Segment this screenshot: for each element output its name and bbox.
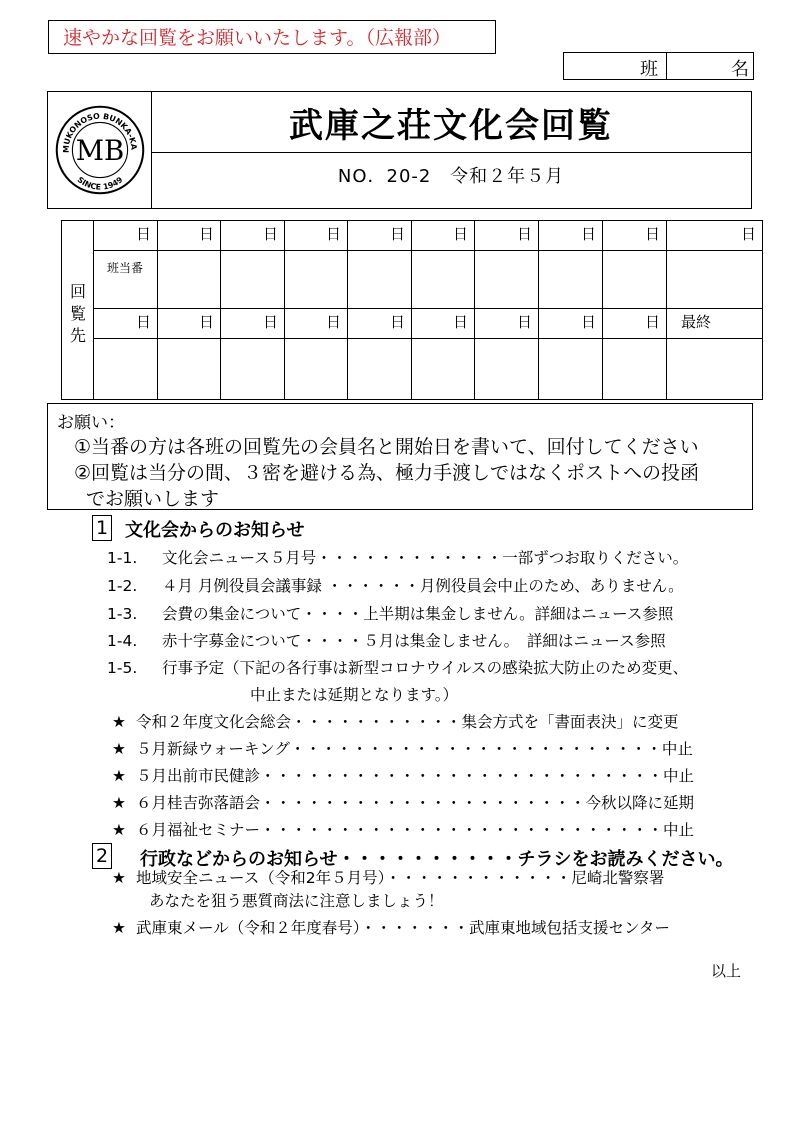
member-cell: [539, 339, 603, 399]
route-side-text: 回 覧 先: [69, 282, 86, 345]
list-item: 1-1. 文化会ニュース５月号・・・・・・・・・・・・一部ずつお取りください。: [107, 549, 689, 567]
header-box: [47, 91, 752, 209]
list-item-continuation: 中止または延期となります。）: [250, 686, 459, 704]
member-cell: [412, 339, 475, 399]
list-item: ★ 地域安全ニュース（令和2年５月号）・・・・・・・・・・・・尼崎北警察署: [112, 869, 665, 887]
route-side-label: [62, 221, 94, 399]
issue-date: 令和２年５月: [450, 166, 565, 187]
request-label: お願い：: [57, 413, 125, 433]
member-cell: [539, 251, 603, 309]
circulation-notice: 速やかな回覧をお願いいたします。（広報部）: [48, 20, 496, 54]
name-label: 名: [731, 59, 749, 80]
request-line-2: ②回覧は当分の間、３密を避ける為、極力手渡しではなくポストへの投函: [74, 462, 700, 484]
member-cell: [348, 251, 412, 309]
day-cell: 日: [158, 221, 221, 251]
member-cell: [412, 251, 475, 309]
svg-text:MB: MB: [75, 134, 125, 168]
day-cell: 日: [475, 309, 539, 339]
member-cell: [348, 339, 412, 399]
event-item: ★ ６月福祉セミナー・・・・・・・・・・・・・・・・・・・・・・・・・・中止: [112, 821, 695, 839]
day-cell: 日: [603, 309, 667, 339]
list-item: 1-5. 行事予定（下記の各行事は新型コロナウイルスの感染拡大防止のため変更、: [107, 659, 689, 677]
member-cell: [475, 251, 539, 309]
day-cell: 日: [475, 221, 539, 251]
list-item: 1-4. 赤十字募金について・・・・５月は集金しません。 詳細はニュース参照: [107, 632, 666, 650]
issue-number: NO．20-2: [337, 166, 432, 187]
day-cell: 日: [221, 221, 285, 251]
member-cell: [158, 251, 221, 309]
list-item: 1-3. 会費の集金について・・・・上半期は集金しません。詳細はニュース参照: [107, 605, 674, 623]
request-line-3: でお願いします: [86, 488, 220, 510]
day-cell: 日: [93, 221, 158, 251]
member-cell: [285, 251, 348, 309]
member-cell: [667, 339, 762, 399]
member-cell: [475, 339, 539, 399]
day-cell: 日: [539, 309, 603, 339]
member-cell: [93, 251, 158, 309]
member-cell: [667, 251, 762, 309]
member-cell: [603, 339, 667, 399]
day-cell: 日: [93, 309, 158, 339]
member-cell: [603, 251, 667, 309]
group-label: 班: [640, 59, 658, 80]
document-title: 武庫之荘文化会回覧: [289, 106, 613, 146]
request-line-1: ①当番の方は各班の回覧先の会員名と開始日を書いて、回付してください: [74, 436, 699, 458]
day-cell: 日: [412, 221, 475, 251]
list-item: 1-2. ４月 月例役員会議事録 ・・・・・・月例役員会中止のため、ありません。: [107, 577, 684, 595]
member-cell: [285, 339, 348, 399]
day-cell: 日: [158, 309, 221, 339]
day-cell: 日: [603, 221, 667, 251]
svg-text:MUKONOSO BUNKA-KAI: MUKONOSO BUNKA-KA: [61, 111, 139, 154]
member-cell: [221, 339, 285, 399]
day-cell: 日: [285, 309, 348, 339]
section-2-title: 行政などからのお知らせ・・・・・・・・・・チラシをお読みください。: [140, 849, 734, 870]
day-cell: 日: [412, 309, 475, 339]
title-band: [151, 92, 751, 153]
day-cell: 日: [348, 221, 412, 251]
section-2-number: 2: [92, 843, 112, 869]
day-cell: 日: [539, 221, 603, 251]
day-cell: 日: [221, 309, 285, 339]
event-item: ★ ５月出前市民健診・・・・・・・・・・・・・・・・・・・・・・・・・・中止: [112, 767, 695, 785]
svg-text:SINCE 1949: SINCE 1949: [75, 175, 125, 192]
member-cell: [93, 339, 158, 399]
group-name-box: [563, 52, 754, 80]
day-cell: 日: [285, 221, 348, 251]
circulation-route-table: [61, 220, 763, 400]
event-item: ★ 令和２年度文化会総会・・・・・・・・・・・集会方式を「書面表決」に変更: [112, 713, 679, 731]
list-item-continuation: あなたを狙う悪質商法に注意しましょう！: [149, 892, 444, 910]
member-cell: [158, 339, 221, 399]
duty-label: 班当番: [107, 261, 144, 275]
day-cell: 最終: [667, 309, 762, 339]
request-box: [47, 403, 753, 510]
event-item: ★ ６月桂吉弥落語会・・・・・・・・・・・・・・・・・・・・・今秋以降に延期: [112, 794, 695, 812]
section-1-title: 文化会からのお知らせ: [125, 520, 305, 541]
event-item: ★ ５月新緑ウォーキング・・・・・・・・・・・・・・・・・・・・・・・・中止: [112, 740, 693, 758]
logo-cell: [48, 92, 152, 208]
closing-text: 以上: [711, 962, 742, 980]
mb-logo: [54, 104, 146, 196]
section-1-number: 1: [92, 515, 112, 541]
list-item: ★ 武庫東メール（令和２年度春号）・・・・・・・武庫東地域包括支援センター: [112, 919, 670, 937]
member-cell: [221, 251, 285, 309]
day-cell: 日: [667, 221, 762, 251]
issue-line: [151, 162, 751, 188]
day-cell: 日: [348, 309, 412, 339]
